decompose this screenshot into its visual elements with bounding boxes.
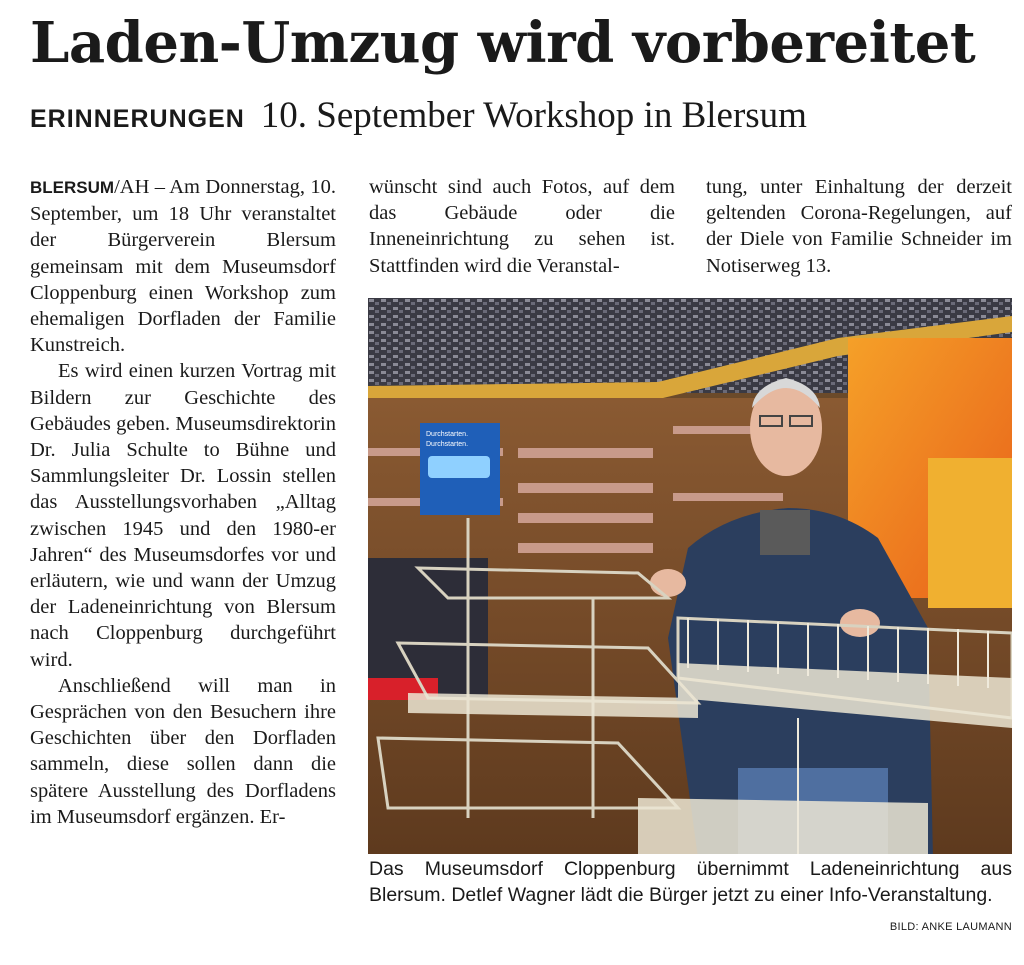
- photo-caption: Das Museumsdorf Cloppenburg übernimmt Ladeneinrichtung aus Blersum. Detlef Wagner lädt die Bürger jetzt zu einer Info-Veranstaltung.: [369, 858, 1012, 906]
- article-photo: [368, 298, 1012, 854]
- text-column-2: [369, 174, 675, 279]
- subtitle: 10. September Workshop in Blersum: [260, 95, 807, 136]
- paragraph-3: Anschließend will man in Gesprächen von den Besuchern ihre Geschichten über den Dorfladen sammeln, diese sollen dann die spätere Ausstellung des Dorfladens im Museumsdorf ergänzen. Er-: [30, 674, 336, 828]
- headline: Laden-Umzug wird vorbereitet: [30, 10, 976, 76]
- paragraph-3-continued: wünscht sind auch Fotos, auf dem das Gebäude oder die Inneneinrichtung zu sehen ist. Stattfinden wird die Veranstal-: [369, 176, 675, 277]
- dateline: BLERSUM: [30, 178, 115, 197]
- text-column-1: [30, 174, 336, 830]
- photo-sign: [420, 423, 500, 515]
- paragraph-1-text: /AH – Am Donnerstag, 10. September, um 18 Uhr veranstaltet der Bürgerverein Blersum gemeinsam mit dem Museumsdorf Cloppenburg einen Workshop zum ehemaligen Dorfladen der Familie Kunstreich.: [30, 176, 336, 357]
- kicker: ERINNERUNGEN: [30, 105, 245, 133]
- photo-sign-line1: Durchstarten.: [426, 431, 469, 438]
- subline: [30, 94, 807, 138]
- paragraph-1: [30, 174, 336, 358]
- photo-sign-line2: Durchstarten.: [426, 441, 469, 448]
- paragraph-3-end: tung, unter Einhaltung der derzeit geltenden Corona-Regelungen, auf der Diele von Familie Schneider im Notiserweg 13.: [706, 176, 1012, 277]
- photo-credit: BILD: ANKE LAUMANN: [889, 921, 1012, 933]
- text-column-3: [706, 174, 1012, 279]
- paragraph-2: Es wird einen kurzen Vortrag mit Bildern zur Geschichte des Gebäudes geben. Museumsdirektorin Dr. Julia Schulte to Bühne und Sammlungsleiter Dr. Lossin stellen das Ausstellungsvorhaben „Alltag zwischen 1945 und den 1980-er Jahren“ des Museumsdorfes vor und erläutern, wie und wann der Umzug der Ladeneinrichtung von Blersum nach Cloppenburg durchgeführt wird.: [30, 360, 336, 671]
- photo-right-panel: [928, 458, 1012, 608]
